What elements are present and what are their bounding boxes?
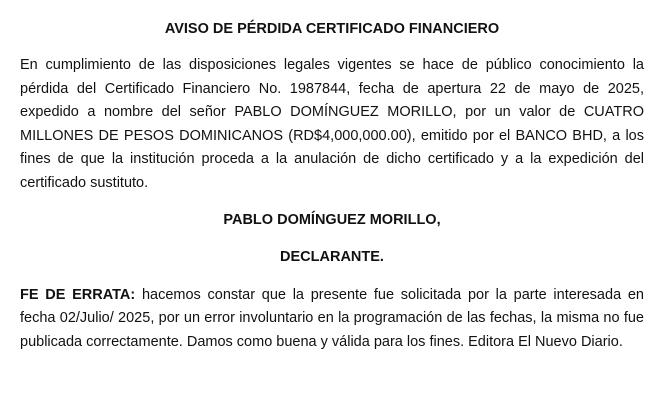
errata-text: hacemos constar que la presente fue solicitada por la parte interesada en fecha 02/Julio/ 2025, por un error involuntario en la programación de las fechas, la misma no fue publicada correctamente. Damos como buena y válida para los fines. Editora El Nuevo Diario. xyxy=(20,286,644,350)
signer-role: DECLARANTE. xyxy=(280,248,384,265)
loss-notice xyxy=(20,0,644,354)
errata-paragraph xyxy=(20,284,644,355)
notice-title: AVISO DE PÉRDIDA CERTIFICADO FINANCIERO xyxy=(164,21,500,37)
signer-name: PABLO DOMÍNGUEZ MORILLO, xyxy=(223,211,441,228)
errata-label: FE DE ERRATA: xyxy=(20,286,136,303)
notice-body: En cumplimiento de las disposiciones legales vigentes se hace de público conocimiento la pérdida del Certificado Financiero No. 1987844, fecha de apertura 22 de mayo de 2025, expedido a nombre del señor PABLO DOMÍNGUEZ MORILLO, por un valor de CUATRO MILLONES DE PESOS DOMINICANOS (RD$4,000,000.00), emitido por el BANCO BHD, a los fines de que la institución proceda a la anulación de dicho certificado y a la expedición del certificado sustituto. xyxy=(20,57,644,191)
